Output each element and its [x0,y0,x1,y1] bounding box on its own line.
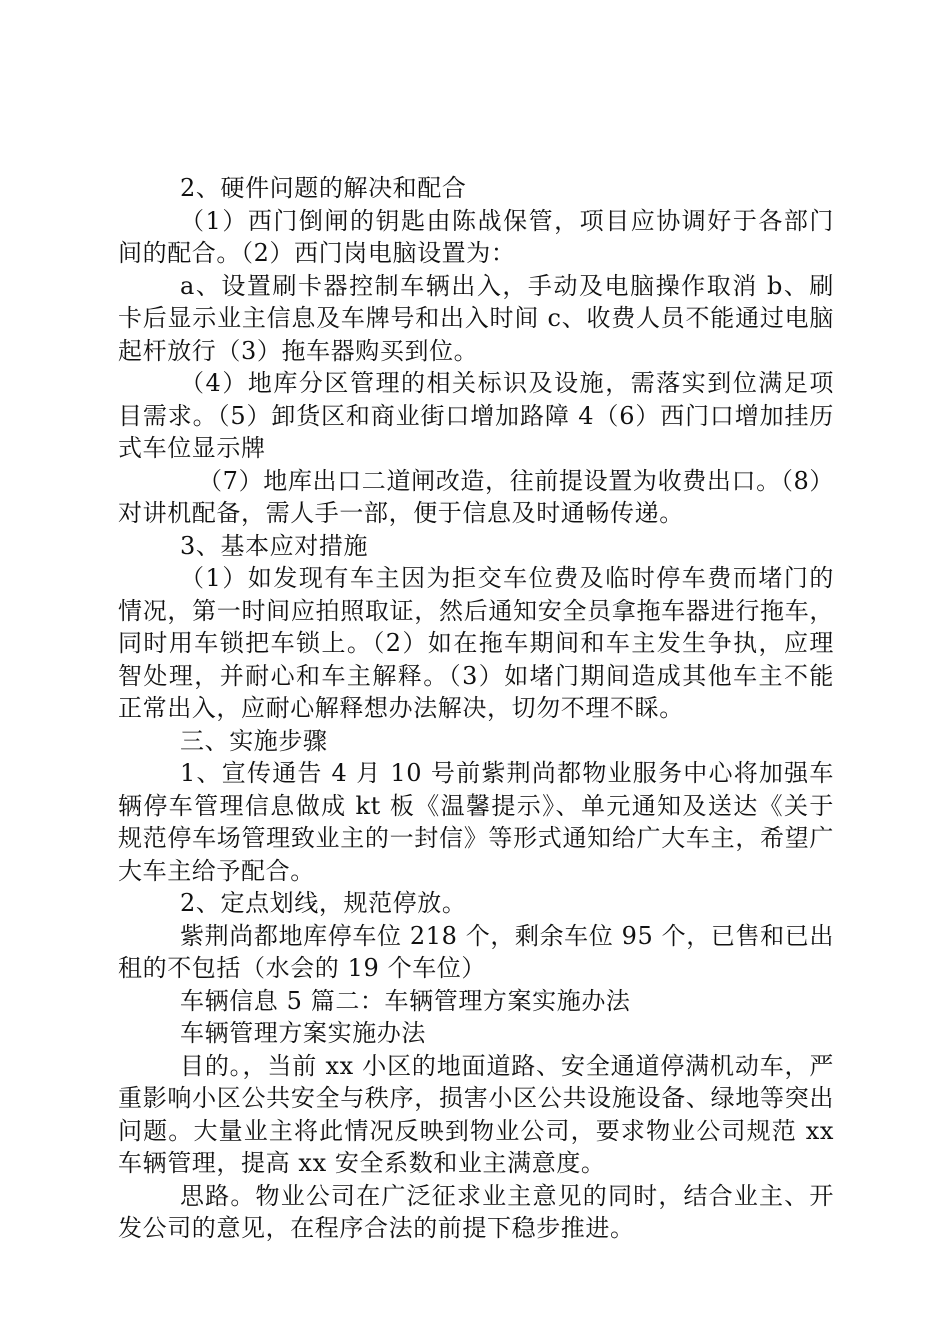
paragraph-exit-gate: （7）地库出口二道闸改造，往前提设置为收费出口。（8）对讲机配备，需人手一部，便于信息及时通畅传递。 [118,466,834,527]
paragraph-hardware-heading: 2、硬件问题的解决和配合 [180,174,467,202]
paragraph-parking-count: 紫荆尚都地库停车位 218 个，剩余车位 95 个，已售和已出租的不包括（水会的 19 个车位） [118,921,834,982]
paragraph-response-heading: 3、基本应对措施 [180,531,369,560]
document-body [118,172,834,1245]
paragraph-card-reader-settings: a、设置刷卡器控制车辆出入，手动及电脑操作取消 b、刷卡后显示业主信息及车牌号和出入时间 c、收费人员不能通过电脑起杆放行（3）拖车器购买到位。 [118,271,834,365]
paragraph-west-gate-key: （1）西门倒闸的钥匙由陈战保管，项目应协调好于各部门间的配合。（2）西门岗电脑设置为： [118,206,834,267]
paragraph-approach: 思路。物业公司在广泛征求业主意见的同时，结合业主、开发公司的意见，在程序合法的前提下稳步推进。 [118,1181,834,1242]
paragraph-marking-lines: 2、定点划线，规范停放。 [180,889,467,917]
paragraph-purpose: 目的。，当前 xx 小区的地面道路、安全通道停满机动车，严重影响小区公共安全与秩序，损害小区公共设施设备、绿地等突出问题。大量业主将此情况反映到物业公司，要求物业公司规范 xx 车辆管理，提高 xx 安全系数和业主满意度。 [118,1051,834,1177]
paragraph-publicity-notice: 1、宣传通告 4 月 10 号前紫荆尚都物业服务中心将加强车辆停车管理信息做成 kt 板《温馨提示》、单元通知及送达《关于规范停车场管理致业主的一封信》等形式通知给广大车主，希望广大车主给予配合。 [118,759,834,885]
paragraph-implementation-title: 车辆管理方案实施办法 [180,1019,426,1047]
paragraph-blocking-response: （1）如发现有车主因为拒交车位费及临时停车费而堵门的情况，第一时间应拍照取证，然后通知安全员拿拖车器进行拖车，同时用车锁把车锁上。（2）如在拖车期间和车主发生争执，应理智处理，并耐心和车主解释。（3）如堵门期间造成其他车主不能正常出入，应耐心解释想办法解决，切勿不理不睬。 [118,564,834,722]
paragraph-part-two-title: 车辆信息 5 篇二：车辆管理方案实施办法 [180,986,631,1015]
paragraph-zone-management: （4）地库分区管理的相关标识及设施，需落实到位满足项目需求。（5）卸货区和商业街口增加路障 4（6）西门口增加挂历式车位显示牌 [118,369,834,462]
paragraph-steps-heading: 三、实施步骤 [180,726,328,755]
